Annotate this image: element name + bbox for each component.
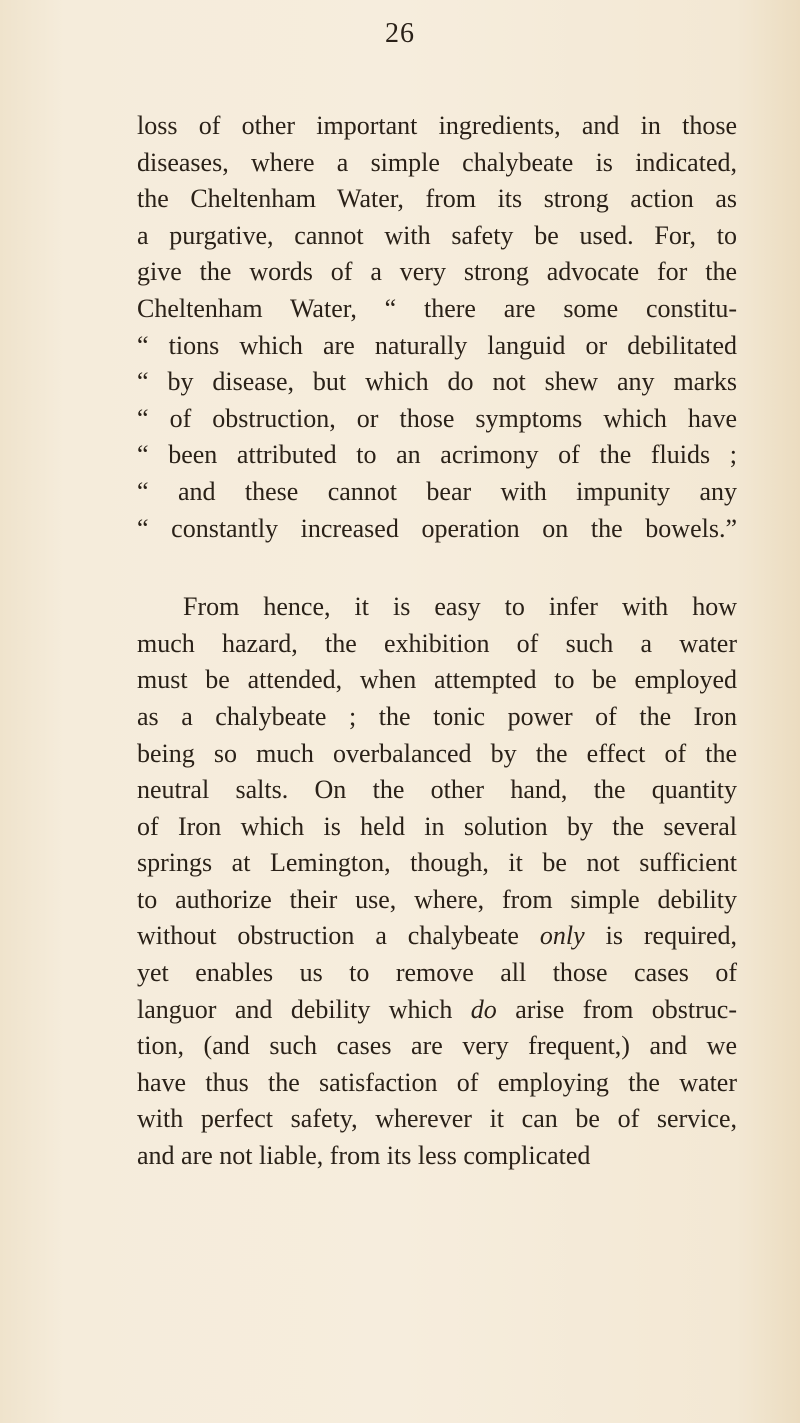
text-line: have thus the satisfaction of employing the water: [137, 1067, 737, 1097]
paragraph-gap: [137, 547, 737, 589]
body-text: [137, 108, 737, 1175]
text-line: as a chalybeate ; the tonic power of the Iron: [137, 701, 737, 731]
text-segment: without obstruction a chalybeate: [137, 921, 540, 951]
text-line: give the words of a very strong advocate for the: [137, 257, 737, 287]
text-line: loss of other important ingredients, and in those: [137, 111, 737, 140]
text-line: [137, 992, 737, 1029]
text-line: and are not liable, from its less complicated: [137, 1141, 591, 1171]
text-line: From hence, it is easy to infer with how: [183, 592, 737, 622]
text-line: much hazard, the exhibition of such a water: [137, 628, 737, 658]
text-line: of Iron which is held in solution by the several: [137, 811, 737, 841]
quote-line: “ by disease, but which do not shew any marks: [137, 367, 737, 397]
quote-line: “ constantly increased operation on the bowels.”: [137, 513, 737, 543]
text-line: a purgative, cannot with safety be used. For, to: [137, 220, 737, 250]
quote-line: “ been attributed to an acrimony of the fluids ;: [137, 440, 737, 470]
emphasis-do: do: [470, 994, 497, 1024]
text-line: Cheltenham Water, “ there are some constitu-: [137, 293, 737, 323]
text-line: yet enables us to remove all those cases of: [137, 958, 737, 988]
quote-line: “ and these cannot bear with impunity any: [137, 476, 737, 506]
text-line: must be attended, when attempted to be employed: [137, 665, 737, 695]
quote-line: “ of obstruction, or those symptoms which have: [137, 403, 737, 433]
emphasis-only: only: [539, 921, 585, 951]
quote-line: “ tions which are naturally languid or debilitated: [137, 330, 737, 360]
text-line: neutral salts. On the other hand, the quantity: [137, 775, 737, 805]
text-line: being so much overbalanced by the effect of the: [137, 738, 737, 768]
text-line: diseases, where a simple chalybeate is indicated,: [137, 147, 737, 177]
text-line: [137, 918, 737, 955]
text-line: to authorize their use, where, from simple debility: [137, 884, 737, 914]
text-line: with perfect safety, wherever it can be of service,: [137, 1104, 737, 1134]
text-segment: languor and debility which: [137, 994, 471, 1024]
page-number: 26: [385, 18, 415, 49]
text-line: tion, (and such cases are very frequent,) and we: [137, 1031, 737, 1061]
text-line: springs at Lemington, though, it be not sufficient: [137, 848, 737, 878]
text-line: the Cheltenham Water, from its strong action as: [137, 184, 737, 214]
text-segment: is required,: [584, 921, 737, 951]
text-segment: arise from obstruc-: [496, 994, 738, 1024]
